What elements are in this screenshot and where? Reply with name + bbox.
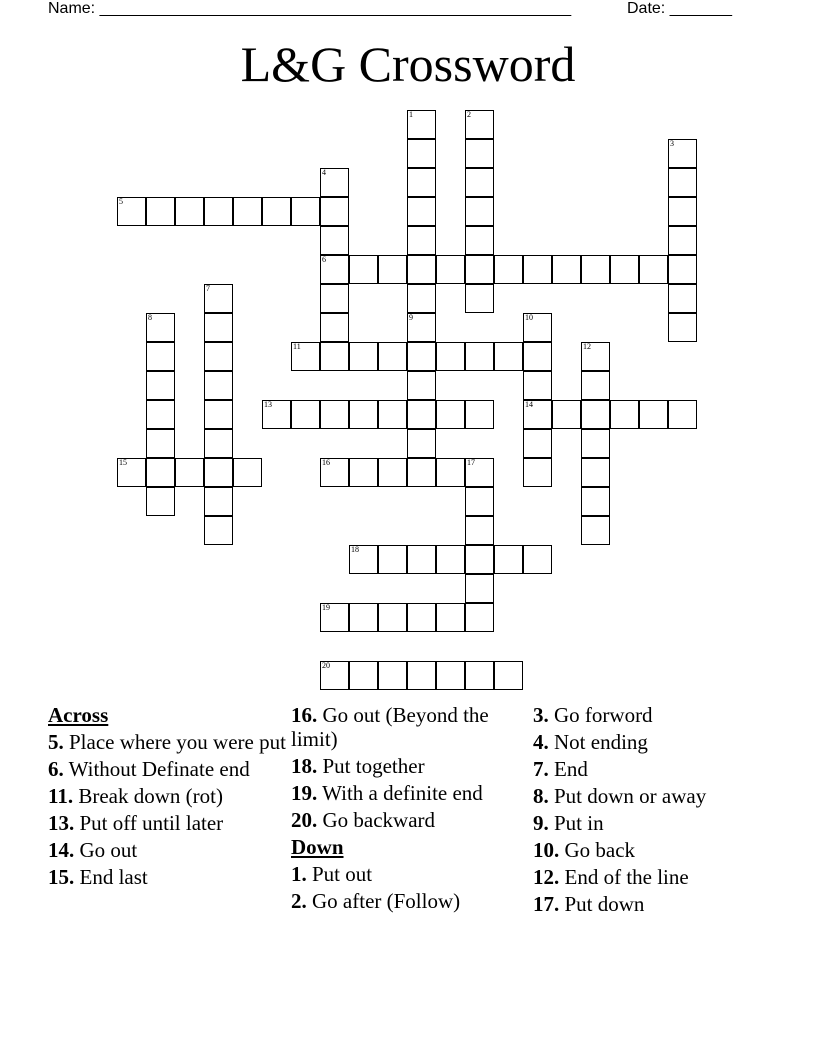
across-clue xyxy=(48,784,288,808)
grid-cell[interactable] xyxy=(320,313,349,342)
grid-cell[interactable] xyxy=(581,342,610,371)
grid-cell[interactable] xyxy=(610,400,639,429)
down-clue xyxy=(533,703,773,727)
name-field-label: Name: _____________________________________________________ xyxy=(48,0,572,17)
grid-cell[interactable] xyxy=(581,487,610,516)
grid-cell[interactable] xyxy=(523,458,552,487)
grid-cell[interactable] xyxy=(146,371,175,400)
grid-cell[interactable] xyxy=(668,400,697,429)
down-clue xyxy=(533,730,773,754)
grid-cell[interactable] xyxy=(407,458,436,487)
grid-cell[interactable] xyxy=(320,400,349,429)
grid-cell[interactable] xyxy=(146,400,175,429)
grid-cell[interactable] xyxy=(204,429,233,458)
grid-cell[interactable] xyxy=(117,458,146,487)
grid-cell[interactable] xyxy=(320,255,349,284)
grid-cell[interactable] xyxy=(204,371,233,400)
grid-cell[interactable] xyxy=(117,197,146,226)
grid-cell[interactable] xyxy=(378,255,407,284)
grid-cell[interactable] xyxy=(465,400,494,429)
grid-cell[interactable] xyxy=(639,255,668,284)
down-clue xyxy=(533,784,773,808)
across-clue xyxy=(48,838,288,862)
grid-cell[interactable] xyxy=(349,603,378,632)
clue-number: 8. xyxy=(533,784,549,808)
down-clue xyxy=(533,892,773,916)
grid-cell[interactable] xyxy=(204,458,233,487)
clue-number: 18. xyxy=(291,754,318,778)
grid-cell[interactable] xyxy=(320,284,349,313)
cell-number: 3 xyxy=(670,139,674,148)
clue-text: Put out xyxy=(312,862,373,886)
grid-cell[interactable] xyxy=(262,400,291,429)
across-clue xyxy=(48,865,288,889)
grid-cell[interactable] xyxy=(436,603,465,632)
grid-cell[interactable] xyxy=(204,516,233,545)
clue-number: 1. xyxy=(291,862,307,886)
cell-number: 4 xyxy=(322,168,326,177)
grid-cell[interactable] xyxy=(320,342,349,371)
clue-text: Put off until later xyxy=(79,811,224,835)
grid-cell[interactable] xyxy=(378,603,407,632)
grid-cell[interactable] xyxy=(349,458,378,487)
clue-text: Put in xyxy=(554,811,604,835)
grid-cell[interactable] xyxy=(494,545,523,574)
grid-cell[interactable] xyxy=(436,458,465,487)
grid-cell[interactable] xyxy=(610,255,639,284)
grid-cell[interactable] xyxy=(465,110,494,139)
cell-number: 19 xyxy=(322,603,330,612)
grid-cell[interactable] xyxy=(291,197,320,226)
grid-cell[interactable] xyxy=(407,226,436,255)
cell-number: 2 xyxy=(467,110,471,119)
grid-cell[interactable] xyxy=(407,255,436,284)
grid-cell[interactable] xyxy=(494,255,523,284)
cell-number: 9 xyxy=(409,313,413,322)
clue-number: 9. xyxy=(533,811,549,835)
grid-cell[interactable] xyxy=(407,313,436,342)
grid-cell[interactable] xyxy=(320,197,349,226)
clue-number: 10. xyxy=(533,838,560,862)
grid-cell[interactable] xyxy=(204,342,233,371)
grid-cell[interactable] xyxy=(378,458,407,487)
grid-cell[interactable] xyxy=(465,603,494,632)
grid-cell[interactable] xyxy=(465,197,494,226)
grid-cell[interactable] xyxy=(465,458,494,487)
down-clue xyxy=(291,889,531,913)
grid-cell[interactable] xyxy=(407,342,436,371)
clue-number: 20. xyxy=(291,808,318,832)
grid-cell[interactable] xyxy=(378,545,407,574)
grid-cell[interactable] xyxy=(175,197,204,226)
grid-cell[interactable] xyxy=(320,168,349,197)
grid-cell[interactable] xyxy=(407,603,436,632)
grid-cell[interactable] xyxy=(436,255,465,284)
grid-cell[interactable] xyxy=(552,400,581,429)
across-clue xyxy=(48,730,288,754)
grid-cell[interactable] xyxy=(349,255,378,284)
cell-number: 17 xyxy=(467,458,475,467)
grid-cell[interactable] xyxy=(668,313,697,342)
grid-cell[interactable] xyxy=(668,168,697,197)
grid-cell[interactable] xyxy=(204,197,233,226)
clue-text: Go backward xyxy=(322,808,436,832)
cell-number: 16 xyxy=(322,458,330,467)
grid-cell[interactable] xyxy=(465,487,494,516)
grid-cell[interactable] xyxy=(581,400,610,429)
grid-cell[interactable] xyxy=(668,197,697,226)
grid-cell[interactable] xyxy=(407,371,436,400)
grid-cell[interactable] xyxy=(349,545,378,574)
cell-number: 20 xyxy=(322,661,330,670)
grid-cell[interactable] xyxy=(407,545,436,574)
grid-cell[interactable] xyxy=(291,400,320,429)
grid-cell[interactable] xyxy=(668,139,697,168)
grid-cell[interactable] xyxy=(523,342,552,371)
grid-cell[interactable] xyxy=(146,429,175,458)
grid-cell[interactable] xyxy=(465,139,494,168)
grid-cell[interactable] xyxy=(465,255,494,284)
grid-cell[interactable] xyxy=(320,661,349,690)
grid-cell[interactable] xyxy=(523,313,552,342)
grid-cell[interactable] xyxy=(175,458,204,487)
clue-text: Go back xyxy=(564,838,636,862)
clue-number: 13. xyxy=(48,811,75,835)
across-clue xyxy=(48,757,288,781)
down-clue xyxy=(533,838,773,862)
cell-number: 5 xyxy=(119,197,123,206)
grid-cell[interactable] xyxy=(668,255,697,284)
down-clue xyxy=(533,865,773,889)
clues-column-3 xyxy=(533,703,773,919)
cell-number: 11 xyxy=(293,342,301,351)
grid-cell[interactable] xyxy=(262,197,291,226)
grid-cell[interactable] xyxy=(668,284,697,313)
clue-text: Place where you were put xyxy=(69,730,286,754)
grid-cell[interactable] xyxy=(204,284,233,313)
grid-cell[interactable] xyxy=(291,342,320,371)
clue-number: 5. xyxy=(48,730,64,754)
across-clue xyxy=(291,754,531,778)
grid-cell[interactable] xyxy=(465,284,494,313)
page-title: L&G Crossword xyxy=(240,36,576,92)
cell-number: 18 xyxy=(351,545,359,554)
grid-cell[interactable] xyxy=(465,342,494,371)
grid-cell[interactable] xyxy=(523,255,552,284)
clue-text: End of the line xyxy=(564,865,689,889)
across-heading: Across xyxy=(48,703,109,727)
down-clue xyxy=(291,862,531,886)
clue-text: End xyxy=(554,757,588,781)
clue-text: With a definite end xyxy=(322,781,483,805)
grid-cell[interactable] xyxy=(523,400,552,429)
across-clue xyxy=(291,781,531,805)
grid-cell[interactable] xyxy=(581,458,610,487)
grid-cell[interactable] xyxy=(581,371,610,400)
across-clue xyxy=(291,808,531,832)
across-clue xyxy=(48,811,288,835)
grid-cell[interactable] xyxy=(552,255,581,284)
cell-number: 14 xyxy=(525,400,533,409)
grid-cell[interactable] xyxy=(320,226,349,255)
clue-text: Without Definate end xyxy=(68,757,250,781)
clue-text: Break down (rot) xyxy=(78,784,223,808)
grid-cell[interactable] xyxy=(204,313,233,342)
grid-cell[interactable] xyxy=(465,226,494,255)
grid-cell[interactable] xyxy=(523,545,552,574)
grid-cell[interactable] xyxy=(204,487,233,516)
date-field-label: Date: _______ xyxy=(627,0,732,17)
clue-number: 17. xyxy=(533,892,560,916)
cell-number: 15 xyxy=(119,458,127,467)
grid-cell[interactable] xyxy=(378,342,407,371)
grid-cell[interactable] xyxy=(668,226,697,255)
grid-cell[interactable] xyxy=(436,661,465,690)
clue-text: Not ending xyxy=(554,730,648,754)
grid-cell[interactable] xyxy=(146,342,175,371)
grid-cell[interactable] xyxy=(146,313,175,342)
grid-cell[interactable] xyxy=(349,400,378,429)
clue-text: Go after (Follow) xyxy=(312,889,461,913)
grid-cell[interactable] xyxy=(581,429,610,458)
cell-number: 8 xyxy=(148,313,152,322)
clue-number: 2. xyxy=(291,889,307,913)
grid-cell[interactable] xyxy=(320,603,349,632)
grid-cell[interactable] xyxy=(581,516,610,545)
down-clue xyxy=(533,757,773,781)
clue-number: 16. xyxy=(291,703,318,727)
grid-cell[interactable] xyxy=(407,400,436,429)
grid-cell[interactable] xyxy=(436,545,465,574)
clue-text: Go out xyxy=(79,838,138,862)
clue-text: Put down xyxy=(564,892,645,916)
clue-number: 6. xyxy=(48,757,64,781)
grid-cell[interactable] xyxy=(523,429,552,458)
grid-cell[interactable] xyxy=(436,342,465,371)
grid-cell[interactable] xyxy=(436,400,465,429)
grid-cell[interactable] xyxy=(407,139,436,168)
clue-number: 11. xyxy=(48,784,74,808)
across-clue xyxy=(291,703,531,751)
grid-cell[interactable] xyxy=(378,400,407,429)
down-clue xyxy=(533,811,773,835)
grid-cell[interactable] xyxy=(349,342,378,371)
cell-number: 12 xyxy=(583,342,591,351)
grid-cell[interactable] xyxy=(204,400,233,429)
clues-column-1 xyxy=(48,703,288,892)
clue-text: Put together xyxy=(322,754,425,778)
grid-cell[interactable] xyxy=(639,400,668,429)
grid-cell[interactable] xyxy=(146,487,175,516)
grid-cell[interactable] xyxy=(407,284,436,313)
grid-cell[interactable] xyxy=(465,168,494,197)
cell-number: 13 xyxy=(264,400,272,409)
grid-cell[interactable] xyxy=(494,661,523,690)
grid-cell[interactable] xyxy=(465,545,494,574)
grid-cell[interactable] xyxy=(407,429,436,458)
clue-text: Go forword xyxy=(554,703,653,727)
clue-number: 3. xyxy=(533,703,549,727)
grid-cell[interactable] xyxy=(494,342,523,371)
clue-text: Put down or away xyxy=(554,784,707,808)
grid-cell[interactable] xyxy=(349,661,378,690)
grid-cell[interactable] xyxy=(407,110,436,139)
down-heading: Down xyxy=(291,835,344,859)
clue-number: 7. xyxy=(533,757,549,781)
cell-number: 1 xyxy=(409,110,413,119)
grid-cell[interactable] xyxy=(465,574,494,603)
clues-column-2 xyxy=(291,703,531,916)
cell-number: 7 xyxy=(206,284,210,293)
grid-cell[interactable] xyxy=(146,458,175,487)
cell-number: 6 xyxy=(322,255,326,264)
grid-cell[interactable] xyxy=(407,661,436,690)
grid-cell[interactable] xyxy=(407,197,436,226)
grid-cell[interactable] xyxy=(146,197,175,226)
grid-cell[interactable] xyxy=(233,458,262,487)
grid-cell[interactable] xyxy=(581,255,610,284)
grid-cell[interactable] xyxy=(523,371,552,400)
grid-cell[interactable] xyxy=(407,168,436,197)
grid-cell[interactable] xyxy=(465,661,494,690)
grid-cell[interactable] xyxy=(465,516,494,545)
clue-number: 12. xyxy=(533,865,560,889)
grid-cell[interactable] xyxy=(378,661,407,690)
grid-cell[interactable] xyxy=(233,197,262,226)
clue-number: 19. xyxy=(291,781,318,805)
clue-number: 4. xyxy=(533,730,549,754)
cell-number: 10 xyxy=(525,313,533,322)
clue-number: 14. xyxy=(48,838,75,862)
clue-text: Go out (Beyond the limit) xyxy=(291,703,489,751)
clue-text: End last xyxy=(79,865,148,889)
grid-cell[interactable] xyxy=(320,458,349,487)
clue-number: 15. xyxy=(48,865,75,889)
